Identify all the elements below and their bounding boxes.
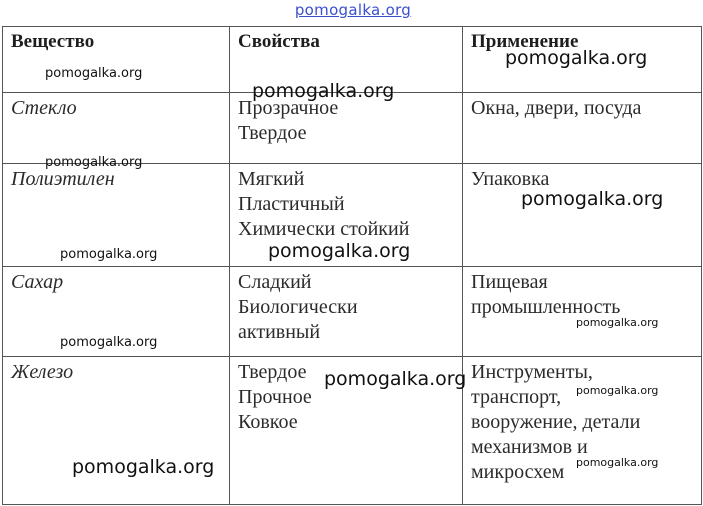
substances-table [2,26,702,505]
substance-cell: Стекло [3,93,230,164]
property-line: Пластичный [238,193,345,215]
application-line: вооружение, детали [471,411,641,433]
property-line: активный [238,321,321,343]
watermark: pomogalka.org [60,335,158,350]
application-line: механизмов и [471,436,588,458]
watermark: pomogalka.org [268,240,411,262]
watermark: pomogalka.org [521,188,664,210]
property-line: Прочное [238,386,312,408]
application-line: Инструменты, [471,361,593,383]
watermark: pomogalka.org [576,384,659,397]
application-line: транспорт, [471,386,562,408]
header-application: Применение [463,27,702,93]
watermark: pomogalka.org [45,66,143,81]
watermark: pomogalka.org [576,456,659,469]
properties-cell [230,357,463,505]
application-cell [463,267,702,357]
header-substance: Вещество [3,27,230,93]
watermark: pomogalka.org [252,80,395,102]
watermark: pomogalka.org [505,47,648,69]
header-properties: Свойства [230,27,463,93]
table-row [3,93,702,164]
application-cell [463,357,702,505]
watermark: pomogalka.org [45,155,143,170]
property-line: Твердое [238,361,307,383]
properties-cell [230,164,463,267]
substance-cell: Сахар [3,267,230,357]
application-line: Упаковка [471,168,550,190]
table-row [3,164,702,267]
table-row [3,357,702,505]
table-row [3,267,702,357]
watermark: pomogalka.org [72,456,215,478]
application-cell [463,164,702,267]
property-line: Ковкое [238,411,298,433]
application-line: Пищевая [471,271,548,293]
substance-cell: Полиэтилен [3,164,230,267]
top-watermark: pomogalka.org [294,1,412,19]
property-line: Твердое [238,122,307,144]
property-line: Биологически [238,296,358,318]
application-line: промышленность [471,296,621,318]
property-line: Прозрачное [238,97,339,119]
watermark: pomogalka.org [324,368,467,390]
properties-cell [230,93,463,164]
watermark: pomogalka.org [60,247,158,262]
properties-cell [230,267,463,357]
table-header-row [3,27,702,93]
substance-cell: Железо [3,357,230,505]
application-cell [463,93,702,164]
watermark: pomogalka.org [576,316,659,329]
property-line: Сладкий [238,271,312,293]
property-line: Химически стойкий [238,218,410,240]
application-line: микросхем [471,461,565,483]
application-line: Окна, двери, посуда [471,97,642,119]
property-line: Мягкий [238,168,305,190]
